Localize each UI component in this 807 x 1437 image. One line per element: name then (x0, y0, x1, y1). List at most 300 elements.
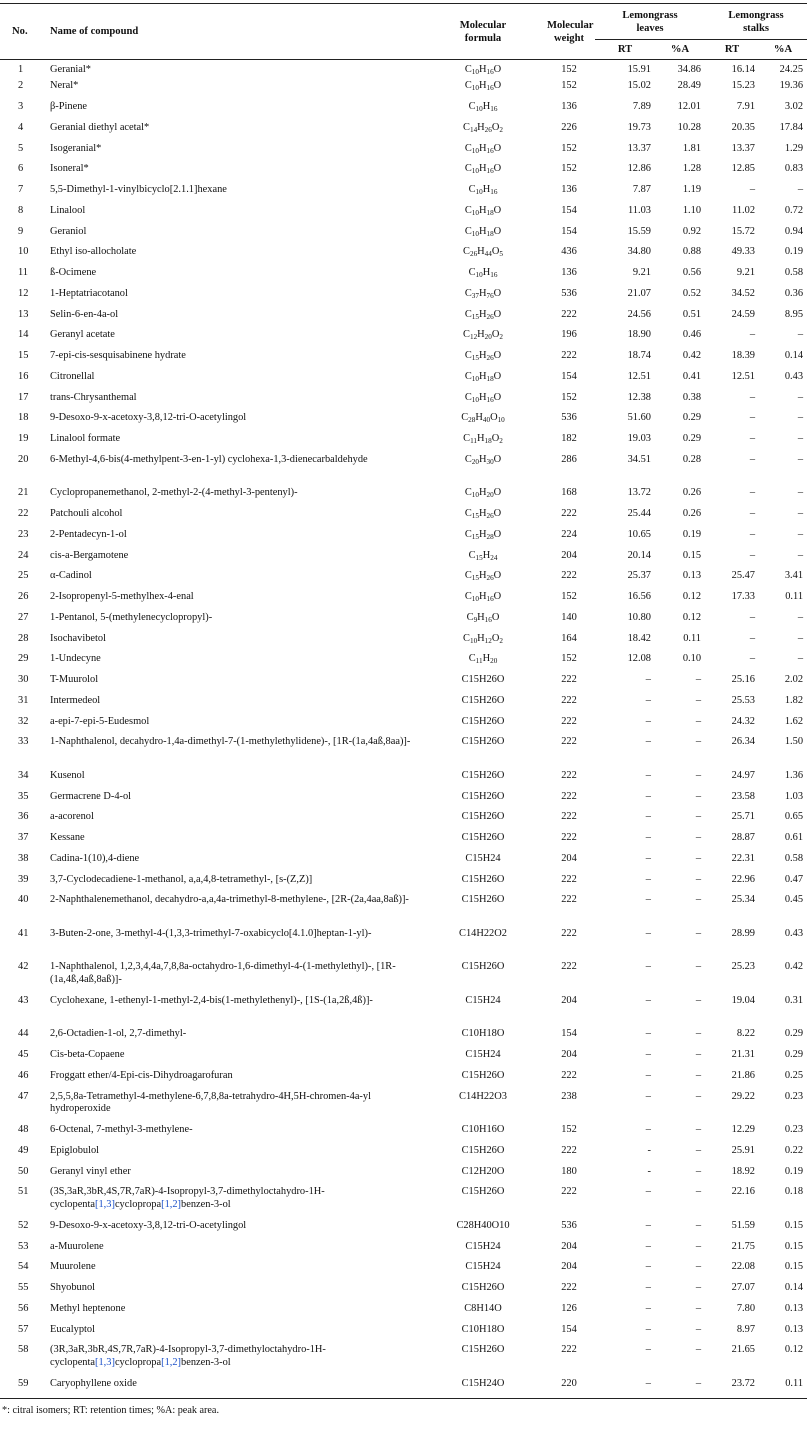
table-row (0, 1378, 807, 1399)
table-row (0, 1124, 807, 1145)
stalks-rt: 21.65 (731, 1344, 756, 1356)
leaves-peak-area: 0.15 (682, 549, 702, 561)
row-number: 11 (18, 267, 29, 278)
molecular-weight: 152 (561, 1124, 577, 1135)
stalks-rt: 34.52 (731, 287, 756, 299)
molecular-weight: 154 (561, 1028, 577, 1040)
molecular-weight: 204 (561, 1049, 577, 1060)
molecular-weight: 180 (561, 1165, 577, 1177)
table-row (0, 433, 807, 454)
leaves-peak-area: – (695, 1144, 702, 1156)
stalks-rt: – (749, 632, 756, 644)
leaves-rt: 25.44 (627, 508, 651, 519)
molecular-formula: $C_{10}H_{12}O_2$ (463, 632, 503, 645)
stalks-rt: – (749, 184, 756, 195)
leaves-peak-area: 0.29 (682, 412, 702, 424)
stalks-rt: – (749, 528, 756, 540)
leaves-rt: – (645, 1069, 651, 1081)
compound-name: 3,7-Cyclodecadiene-1-methanol, a,a,4,8-tetramethyl-, [s-(Z,Z)] (50, 873, 313, 885)
molecular-weight: 154 (561, 225, 577, 237)
header-stalks-pa: %A (773, 44, 793, 55)
row-number: 12 (18, 287, 29, 299)
molecular-formula: C15H26O (461, 736, 505, 748)
leaves-peak-area: – (695, 1049, 702, 1060)
row-number: 17 (18, 391, 29, 403)
stalks-peak-area: 0.42 (784, 961, 804, 973)
stalks-peak-area: 0.43 (784, 927, 804, 939)
molecular-formula: C10H18O (461, 1028, 505, 1040)
molecular-weight: 152 (561, 163, 577, 175)
stalks-rt: – (749, 412, 756, 424)
row-number: 8 (18, 204, 24, 216)
leaves-peak-area: – (695, 1323, 702, 1335)
molecular-weight: 436 (561, 246, 577, 258)
leaves-peak-area: 1.81 (682, 142, 702, 154)
leaves-peak-area: – (695, 1240, 702, 1252)
leaves-peak-area: – (695, 927, 702, 939)
compound-name: Kusenol (50, 769, 85, 781)
stalks-peak-area: 0.11 (785, 1377, 804, 1389)
compound-name: 2-Isopropenyl-5-methylhex-4-enal (50, 591, 194, 602)
molecular-formula: $C_{12}H_{20}O_2$ (463, 329, 503, 342)
compound-name: Cis-beta-Copaene (50, 1049, 125, 1060)
row-number: 10 (18, 246, 29, 258)
stalks-rt: 21.86 (731, 1069, 756, 1081)
row-number: 42 (18, 961, 29, 973)
molecular-weight: 222 (561, 1144, 577, 1156)
stalks-peak-area: – (797, 433, 804, 444)
header-leaves-rt: RT (617, 44, 633, 55)
leaves-rt: – (645, 1261, 651, 1273)
table-row (0, 633, 807, 654)
molecular-weight: 152 (561, 653, 577, 665)
molecular-formula: C15H26O (461, 694, 505, 706)
molecular-formula: C15H26O (461, 961, 505, 973)
molecular-formula: C15H24O (461, 1377, 505, 1389)
compound-name: Shyobunol (50, 1282, 96, 1293)
stalks-rt: 23.72 (731, 1377, 756, 1389)
leaves-peak-area: 0.29 (682, 433, 702, 444)
molecular-weight: 536 (561, 287, 577, 299)
table-row (0, 1220, 807, 1241)
stalks-peak-area: 0.23 (784, 1124, 804, 1135)
molecular-formula: $C_{10}H_{18}O$ (464, 225, 502, 238)
molecular-formula: C10H18O (461, 1323, 505, 1335)
stalks-rt: – (749, 611, 756, 623)
compound-name: 3-Buten-2-one, 3-methyl-4-(1,3,3-trimethyl-7-oxabicyclo[4.1.0]heptan-1-yl)- (50, 927, 372, 939)
leaves-rt: – (645, 852, 651, 864)
compound-name: 1-Heptatriacotanol (50, 287, 128, 299)
molecular-formula: C28H40O10 (456, 1219, 510, 1231)
leaves-peak-area: 10.28 (677, 121, 702, 133)
compound-name: Geraniol (50, 225, 87, 237)
leaves-rt: 15.02 (627, 80, 651, 92)
molecular-formula: C15H26O (461, 832, 505, 843)
row-number: 39 (18, 873, 29, 885)
molecular-weight: 222 (561, 832, 577, 843)
molecular-weight: 222 (561, 674, 577, 685)
leaves-rt: 18.90 (627, 329, 651, 341)
stalks-peak-area: 0.47 (784, 873, 804, 885)
row-number: 56 (18, 1302, 29, 1314)
stalks-peak-area: 0.31 (784, 994, 804, 1006)
leaves-rt: – (645, 790, 651, 802)
molecular-formula: $C_{10}H_{16}$ (468, 101, 498, 113)
stalks-rt: 49.33 (731, 246, 756, 258)
stalks-rt: 24.32 (731, 715, 756, 727)
leaves-rt: 19.73 (627, 121, 651, 133)
stalks-rt: 9.21 (736, 267, 756, 278)
molecular-formula: C15H26O (461, 1344, 505, 1356)
row-number: 36 (18, 811, 29, 823)
table-row (0, 350, 807, 371)
stalks-rt: 21.31 (731, 1049, 756, 1060)
header-stalks: Lemongrass stalks (705, 4, 807, 40)
leaves-peak-area: – (695, 994, 702, 1006)
stalks-peak-area: – (797, 508, 804, 519)
molecular-formula: C10H16O (461, 1124, 505, 1135)
stalks-peak-area: 1.50 (784, 736, 804, 748)
compound-name: 1-Naphthalenol, decahydro-1,4a-dimethyl-7-(1-methylethylidene)-, [1R-(1a,4aß,8aa)]- (50, 736, 411, 748)
stalks-peak-area: – (797, 632, 804, 644)
leaves-peak-area: – (695, 1090, 702, 1102)
molecular-formula: $C_{10}H_{16}O$ (464, 391, 502, 404)
compound-name: 9-Desoxo-9-x-acetoxy-3,8,12-tri-O-acetylingol (50, 1219, 247, 1231)
stalks-peak-area: – (797, 487, 804, 499)
row-number: 55 (18, 1282, 29, 1293)
stalks-peak-area: 0.65 (784, 811, 804, 823)
leaves-peak-area: – (695, 961, 702, 973)
leaves-peak-area: 0.51 (682, 308, 702, 320)
molecular-formula: C15H24 (465, 994, 501, 1006)
leaves-peak-area: 0.26 (682, 487, 702, 499)
leaves-rt: – (645, 1124, 651, 1135)
leaves-peak-area: – (695, 1219, 702, 1231)
row-number: 58 (18, 1344, 29, 1356)
table-row (0, 1028, 807, 1049)
leaves-peak-area: – (695, 852, 702, 864)
compound-name: 7-epi-cis-sesquisabinene hydrate (50, 350, 186, 361)
stalks-rt: 17.33 (731, 591, 756, 602)
compound-name: Kessane (50, 832, 85, 843)
molecular-formula: C15H26O (461, 715, 505, 727)
compound-name: Isogeranial* (50, 142, 102, 154)
stalks-rt: 24.97 (731, 769, 756, 781)
molecular-weight: 204 (561, 1240, 577, 1252)
compound-name: Patchouli alcohol (50, 508, 123, 519)
stalks-rt: 18.92 (731, 1165, 756, 1177)
molecular-formula: $C_{10}H_{16}$ (468, 184, 498, 196)
molecular-formula: C15H26O (461, 790, 505, 802)
stalks-rt: 25.16 (731, 674, 756, 685)
table-row (0, 1186, 807, 1220)
compound-name: Geranial* (50, 64, 91, 75)
table-row (0, 894, 807, 928)
stalks-peak-area: 19.36 (779, 80, 804, 92)
leaves-peak-area: 0.12 (682, 591, 702, 602)
stalks-rt: 15.72 (731, 225, 756, 237)
leaves-peak-area: – (695, 1261, 702, 1273)
table-row (0, 1241, 807, 1262)
leaves-rt: 20.14 (627, 549, 651, 561)
molecular-weight: 222 (561, 350, 577, 361)
leaves-peak-area: 28.49 (677, 80, 702, 92)
table-row (0, 1091, 807, 1125)
molecular-weight: 536 (561, 412, 577, 424)
compound-name: 1-Pentanol, 5-(methylenecyclopropyl)- (50, 611, 213, 623)
stalks-rt: – (749, 508, 756, 519)
molecular-weight: 152 (561, 591, 577, 602)
compound-name: a-acorenol (50, 811, 94, 823)
leaves-peak-area: – (695, 1377, 702, 1389)
table-row (0, 329, 807, 350)
row-number: 6 (18, 163, 24, 175)
leaves-peak-area: 0.11 (683, 632, 702, 644)
stalks-peak-area: 1.03 (784, 790, 804, 802)
table-row (0, 1145, 807, 1166)
molecular-weight: 164 (561, 632, 577, 644)
stalks-rt: 25.23 (731, 961, 756, 973)
leaves-rt: 24.56 (627, 308, 651, 320)
stalks-peak-area: 1.29 (784, 142, 804, 154)
leaves-rt: 12.38 (627, 391, 651, 403)
table-row (0, 1049, 807, 1070)
row-number: 44 (18, 1028, 29, 1040)
molecular-formula: C8H14O (464, 1302, 502, 1314)
table-row (0, 226, 807, 247)
molecular-formula: C15H26O (461, 674, 505, 685)
compound-name: Ethyl iso-allocholate (50, 246, 137, 258)
leaves-peak-area: 0.41 (682, 370, 702, 382)
molecular-formula: $C_{10}H_{16}$ (468, 267, 498, 279)
row-number: 53 (18, 1240, 29, 1252)
compound-name: Citronellal (50, 370, 95, 382)
stalks-peak-area: 0.15 (784, 1261, 804, 1273)
molecular-weight: 226 (561, 121, 577, 133)
molecular-formula: $C_{28}H_{40}O_{10}$ (461, 412, 505, 425)
table-row (0, 101, 807, 122)
footnote: *: citral isomers; RT: retention times; %A: peak area. (2, 1405, 219, 1416)
stalks-peak-area: 0.22 (784, 1144, 804, 1156)
stalks-peak-area: – (797, 391, 804, 403)
molecular-weight: 536 (561, 1219, 577, 1231)
compound-name: 6-Octenal, 7-methyl-3-methylene- (50, 1124, 193, 1135)
stalks-rt: 27.07 (731, 1282, 756, 1293)
leaves-rt: 12.86 (627, 163, 651, 175)
molecular-weight: 204 (561, 852, 577, 864)
leaves-rt: – (645, 1049, 651, 1060)
leaves-rt: 10.65 (627, 528, 651, 540)
molecular-formula: C15H26O (461, 1282, 505, 1293)
molecular-formula: C14H22O2 (459, 927, 507, 939)
table-row (0, 1261, 807, 1282)
row-number: 31 (18, 694, 29, 706)
molecular-weight: 222 (561, 308, 577, 320)
leaves-rt: 13.72 (627, 487, 651, 499)
leaves-rt: 11.03 (628, 204, 651, 216)
stalks-peak-area: 0.13 (784, 1323, 804, 1335)
table-row (0, 716, 807, 737)
header-leaves-pa: %A (670, 44, 690, 55)
compound-name: (3S,3aR,3bR,4S,7R,7aR)-4-Isopropyl-3,7-dimethyloctahydro-1H-cyclopenta[1,3]cyclopropa[1,2]benzen-3-ol (50, 1186, 325, 1210)
compound-name: Cadina-1(10),4-diene (50, 852, 140, 864)
molecular-weight: 182 (561, 433, 577, 444)
table-row (0, 392, 807, 413)
row-number: 50 (18, 1165, 29, 1177)
leaves-rt: 12.51 (627, 370, 651, 382)
molecular-formula: $C_{10}H_{16}O$ (464, 163, 502, 176)
molecular-weight: 222 (561, 894, 577, 906)
row-number: 16 (18, 370, 29, 382)
table-row (0, 550, 807, 571)
table-row (0, 508, 807, 529)
molecular-formula: $C_{15}H_{26}O$ (464, 308, 502, 321)
molecular-formula: C15H24 (465, 1261, 501, 1273)
row-number: 27 (18, 611, 29, 623)
molecular-formula: C15H24 (465, 852, 501, 864)
molecular-weight: 140 (561, 611, 577, 623)
molecular-formula: $C_{10}H_{18}O$ (464, 370, 502, 383)
stalks-rt: 19.04 (731, 994, 756, 1006)
row-number: 33 (18, 736, 29, 748)
leaves-peak-area: – (695, 736, 702, 748)
compound-name: Linalool formate (50, 433, 121, 444)
stalks-peak-area: 0.94 (784, 225, 804, 237)
stalks-rt: 18.39 (731, 350, 756, 361)
stalks-peak-area: 0.12 (784, 1344, 804, 1356)
table-row (0, 412, 807, 433)
row-number: 30 (18, 674, 29, 685)
table-row (0, 487, 807, 508)
molecular-formula: $C_{10}H_{16}O$ (464, 64, 502, 76)
leaves-rt: 15.91 (627, 64, 651, 75)
row-number: 7 (18, 184, 24, 195)
leaves-rt: 25.37 (627, 570, 651, 582)
leaves-rt: – (645, 674, 651, 685)
molecular-weight: 222 (561, 790, 577, 802)
molecular-formula: $C_{10}H_{16}O$ (464, 80, 502, 93)
row-number: 23 (18, 528, 29, 540)
table-row (0, 695, 807, 716)
row-number: 21 (18, 487, 29, 499)
leaves-peak-area: – (695, 674, 702, 685)
stalks-peak-area: – (797, 611, 804, 623)
stalks-peak-area: 17.84 (779, 121, 804, 133)
stalks-peak-area: 3.02 (784, 101, 804, 112)
table-row (0, 995, 807, 1029)
leaves-rt: 21.07 (627, 287, 651, 299)
leaves-peak-area: – (695, 1028, 702, 1040)
stalks-peak-area: 0.58 (784, 267, 804, 278)
molecular-weight: 154 (561, 1323, 577, 1335)
stalks-peak-area: 0.15 (784, 1219, 804, 1231)
molecular-formula: C15H26O (461, 873, 505, 885)
row-number: 46 (18, 1069, 29, 1081)
stalks-rt: – (749, 453, 756, 465)
table-header (0, 4, 807, 60)
molecular-weight: 222 (561, 570, 577, 582)
compound-name: Neral* (50, 80, 79, 92)
row-number: 38 (18, 852, 29, 864)
molecular-formula: $C_{15}H_{26}O$ (464, 508, 502, 520)
table-row (0, 309, 807, 330)
compound-name: ß-Ocimene (50, 267, 97, 278)
molecular-weight: 222 (561, 927, 577, 939)
leaves-rt: – (645, 715, 651, 727)
leaves-rt: – (645, 694, 651, 706)
table-row (0, 928, 807, 962)
leaves-rt: – (645, 811, 651, 823)
compound-name: Cyclopropanemethanol, 2-methyl-2-(4-methyl-3-pentenyl)- (50, 487, 298, 499)
molecular-formula: $C_{15}H_{28}O$ (464, 528, 502, 541)
molecular-formula: $C_{14}H_{26}O_2$ (463, 121, 503, 134)
table-row (0, 1303, 807, 1324)
table-row (0, 80, 807, 101)
molecular-weight: 152 (561, 80, 577, 92)
stalks-peak-area: 0.11 (785, 591, 804, 602)
stalks-peak-area: 0.72 (784, 204, 804, 216)
leaves-rt: 19.03 (627, 433, 651, 444)
stalks-peak-area: 0.83 (784, 163, 804, 175)
leaves-peak-area: – (695, 1069, 702, 1081)
molecular-weight: 222 (561, 961, 577, 973)
leaves-rt: 18.74 (627, 350, 651, 361)
row-number: 13 (18, 308, 29, 320)
leaves-rt: – (645, 927, 651, 939)
leaves-peak-area: 1.10 (682, 204, 702, 216)
table-row (0, 832, 807, 853)
molecular-formula: $C_{20}H_{30}O$ (464, 453, 502, 466)
stalks-peak-area: 3.41 (784, 570, 804, 582)
table-row (0, 454, 807, 488)
table-row (0, 267, 807, 288)
row-number: 25 (18, 570, 29, 582)
compound-name: Geranial diethyl acetal* (50, 121, 150, 133)
molecular-formula: C15H26O (461, 1186, 505, 1198)
stalks-rt: 8.22 (736, 1028, 756, 1040)
header-leaves: Lemongrass leaves (595, 4, 705, 40)
stalks-rt: 29.22 (731, 1090, 756, 1102)
leaves-peak-area: – (695, 1302, 702, 1314)
stalks-rt: 51.59 (731, 1219, 756, 1231)
stalks-rt: 25.34 (731, 894, 756, 906)
leaves-rt: – (645, 1240, 651, 1252)
leaves-peak-area: – (695, 1344, 702, 1356)
leaves-rt: 51.60 (627, 412, 651, 424)
stalks-peak-area: 0.23 (784, 1090, 804, 1102)
table-row (0, 853, 807, 874)
table-row (0, 612, 807, 633)
leaves-rt: 16.56 (627, 591, 651, 602)
compound-name: trans-Chrysanthemal (50, 391, 137, 403)
stalks-rt: 22.96 (731, 873, 756, 885)
stalks-rt: 12.51 (731, 370, 756, 382)
leaves-rt: – (645, 1219, 651, 1231)
table-row (0, 288, 807, 309)
stalks-peak-area: 0.58 (784, 852, 804, 864)
stalks-peak-area: – (797, 412, 804, 424)
molecular-weight: 224 (561, 528, 577, 540)
stalks-rt: 23.58 (731, 790, 756, 802)
compound-name: 2-Naphthalenemethanol, decahydro-a,a,4a-trimethyl-8-methylene-, [2R-(2a,4aa,8aß)]- (50, 894, 409, 906)
table-row (0, 371, 807, 392)
molecular-weight: 196 (561, 329, 577, 341)
row-number: 51 (18, 1186, 29, 1198)
molecular-weight: 222 (561, 1069, 577, 1081)
stalks-peak-area: 0.19 (784, 246, 804, 258)
table-row (0, 674, 807, 695)
stalks-rt: 26.34 (731, 736, 756, 748)
